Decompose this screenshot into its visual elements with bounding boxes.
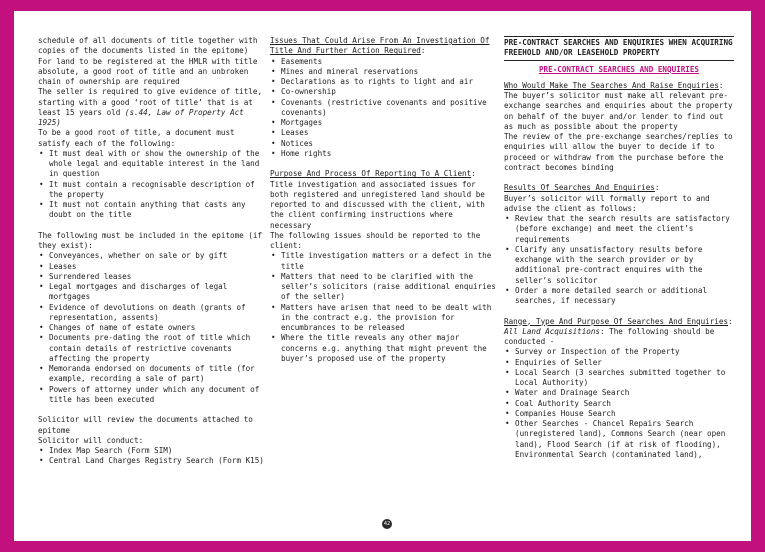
epitome-intro: The following must be included in the epitome (if they exist):	[38, 230, 263, 250]
list-item: • Index Map Search (Form SIM)	[38, 446, 266, 456]
who-paragraph-1: The buyer’s solicitor must make all relevant pre-exchange searches and enquiries about the property on behalf of the buyer and/or lender to find out as much as possible about the property	[504, 91, 733, 131]
pink-heading: PRE-CONTRACT SEARCHES AND ENQUIRIES	[538, 64, 699, 74]
list-item: • It must deal with or show the ownership of the whole legal and equitable interest in the land in question	[38, 149, 266, 180]
list-item: • Central Land Charges Registry Search (Form K15)	[38, 456, 266, 466]
list-item: • Memoranda endorsed on documents of title (for example, recording a sale of part)	[38, 364, 266, 385]
seller-evidence-text	[38, 87, 266, 128]
list-item: • Changes of name of estate owners	[38, 323, 266, 333]
column-left	[38, 36, 266, 467]
list-item: • Documents pre-dating the root of title which contain details of restrictive covenants affecting the property	[38, 333, 266, 364]
list-item: • Order a more detailed search or additional searches, if necessary	[504, 286, 734, 307]
reporting-heading: Purpose And Process Of Reporting To A Client:	[270, 169, 476, 179]
conduct-text: Solicitor will conduct:	[38, 435, 144, 445]
range-heading: Range, Type And Purpose Of Searches And Enquiries:	[504, 316, 733, 326]
results-list	[504, 214, 734, 306]
list-item: • Mortgages	[270, 118, 496, 128]
reporting-paragraph: Title investigation and associated issues for both registered and unregistered land should be reported to and discussed with the client, with the client confirming instructions where necessary	[270, 179, 485, 230]
list-item: • Mines and mineral reservations	[270, 67, 496, 77]
page-sheet	[14, 11, 751, 541]
who-heading: Who Would Make The Searches And Raise Enquiries:	[504, 80, 724, 90]
acquisitions-intro: All Land Acquisitions: The following should be conducted -	[504, 326, 715, 346]
list-item: • Co-ownership	[270, 87, 496, 97]
list-item: • Declarations as to rights to light and air	[270, 77, 496, 87]
column-middle	[270, 36, 496, 364]
list-item: • Coal Authority Search	[504, 399, 734, 409]
issues-heading: Issues That Could Arise From An Investigation Of Title And Further Action Required:	[270, 36, 490, 56]
list-item: • Easements	[270, 57, 496, 67]
results-intro: Buyer’s solicitor will formally report to and advise the client as follows:	[504, 193, 710, 213]
list-item: • Home rights	[270, 149, 496, 159]
column-right	[504, 36, 734, 460]
list-item: • Legal mortgages and discharges of legal mortgages	[38, 282, 266, 303]
list-item: • Survey or Inspection of the Property	[504, 347, 734, 357]
results-heading: Results Of Searches And Enquiries:	[504, 183, 660, 193]
list-item: • Conveyances, whether on sale or by gift	[38, 251, 266, 261]
intro-text: schedule of all documents of title together with copies of the documents listed in the epitome)	[38, 36, 258, 56]
list-item: • Enquiries of Seller	[504, 358, 734, 368]
list-item: • Where the title reveals any other major concerns e.g. anything that might prevent the buyer’s proposed use of the property	[270, 333, 496, 364]
seller-evidence-main: The seller is required to give evidence of title, starting with a good ‘root of title’ that is at least 15 years old	[38, 87, 263, 117]
hmlr-text: For land to be registered at the HMLR with title absolute, a good root of title and an unbroken chain of ownership are required	[38, 56, 258, 86]
list-item: • Companies House Search	[504, 409, 734, 419]
list-item: • Water and Drainage Search	[504, 388, 734, 398]
report-intro: The following issues should be reported to the client:	[270, 230, 481, 250]
epitome-list	[38, 251, 266, 405]
list-item: • Powers of attorney under which any document of title has been executed	[38, 385, 266, 406]
root-of-title-intro: To be a good root of title, a document must satisfy each of the following:	[38, 128, 235, 148]
list-item: • Leases	[38, 262, 266, 272]
list-item: • Local Search (3 searches submitted together to Local Authority)	[504, 368, 734, 389]
who-paragraph-2: The review of the pre-exchange searches/replies to enquiries will allow the buyer to decide if to proceed or withdraw from the purchase before the contract becomes binding	[504, 132, 733, 172]
list-item: • Notices	[270, 139, 496, 149]
conduct-list	[38, 446, 266, 467]
review-text: Solicitor will review the documents attached to epitome	[38, 415, 253, 435]
list-item: • It must contain a recognisable description of the property	[38, 180, 266, 201]
list-item: • Evidence of devolutions on death (grants of representation, assents)	[38, 303, 266, 324]
list-item: • Surrendered leases	[38, 272, 266, 282]
list-item: • Review that the search results are satisfactory (before exchange) and meet the client’s requirements	[504, 214, 734, 245]
list-item: • Matters that need to be clarified with the seller’s solicitors (raise additional enquiries of the seller)	[270, 272, 496, 303]
list-item: • Leases	[270, 128, 496, 138]
list-item: • Covenants (restrictive covenants and positive covenants)	[270, 98, 496, 119]
list-item: • Title investigation matters or a defect in the title	[270, 251, 496, 272]
page-number: 42	[383, 521, 391, 527]
list-item: • It must not contain anything that casts any doubt on the title	[38, 200, 266, 221]
section-box-heading: PRE-CONTRACT SEARCHES AND ENQUIRIES WHEN ACQUIRING FREEHOLD AND/OR LEASEHOLD PROPERTY	[504, 36, 734, 61]
issues-list	[270, 57, 496, 160]
acquisitions-list	[504, 347, 734, 460]
statute-reference: (s.44, Law of Property Act 1925)	[38, 107, 244, 127]
list-item: • Matters have arisen that need to be dealt with in the contract e.g. the provision for encumbrances to be released	[270, 303, 496, 334]
list-item: • Clarify any unsatisfactory results before exchange with the search provider or by additional pre-contract enquires with the seller’s solicitor	[504, 245, 734, 286]
root-of-title-list	[38, 149, 266, 221]
report-list	[270, 251, 496, 364]
list-item: • Other Searches - Chancel Repairs Search (unregistered land), Commons Search (near open land), Flood Search (if at risk of flooding), Environmental Search (contaminated land),	[504, 419, 734, 460]
